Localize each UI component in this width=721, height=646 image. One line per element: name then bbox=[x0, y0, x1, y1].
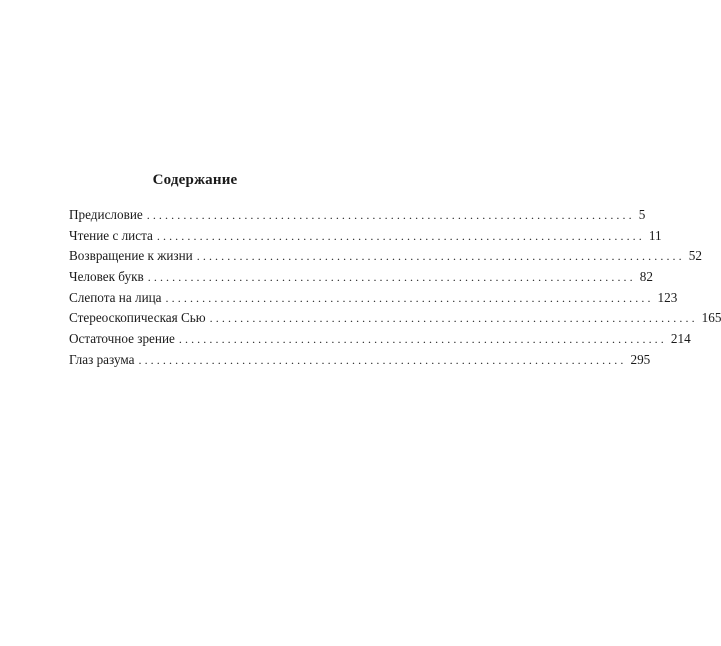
toc-entry bbox=[69, 246, 702, 267]
toc-entry bbox=[69, 350, 651, 371]
toc-entry-title: Глаз разума bbox=[69, 351, 135, 367]
dot-leader: ................................................................................ bbox=[146, 208, 635, 222]
toc-entry-page: 295 bbox=[630, 351, 651, 367]
dot-leader: ................................................................................ bbox=[138, 352, 627, 367]
toc-entry-page: 165 bbox=[701, 310, 721, 326]
toc-entry-page: 5 bbox=[638, 207, 646, 222]
toc-entry-page: 11 bbox=[648, 227, 662, 243]
toc-entry-title: Возвращение к жизни bbox=[69, 248, 193, 264]
toc-entry-title: Предисловие bbox=[69, 207, 143, 222]
toc-entry-title: Чтение с листа bbox=[69, 227, 153, 243]
dot-leader: ................................................................................ bbox=[156, 228, 645, 243]
toc-entry-page: 82 bbox=[639, 269, 653, 285]
toc-entry-page: 123 bbox=[657, 289, 678, 305]
toc-entry-title: Остаточное зрение bbox=[69, 331, 175, 347]
table-of-contents bbox=[69, 205, 721, 371]
dot-leader: ................................................................................ bbox=[178, 332, 667, 347]
toc-entry-page: 52 bbox=[688, 248, 702, 264]
toc-entry bbox=[69, 329, 691, 350]
toc-entry bbox=[69, 288, 678, 309]
toc-entry bbox=[69, 226, 662, 247]
dot-leader: ................................................................................ bbox=[165, 290, 654, 305]
toc-entry-title: Слепота на лица bbox=[69, 289, 162, 305]
toc-entry-title: Стереоскопическая Сью bbox=[69, 310, 206, 326]
toc-entry bbox=[69, 267, 653, 288]
toc-entry-page: 214 bbox=[670, 331, 691, 347]
dot-leader: ................................................................................ bbox=[209, 311, 698, 326]
dot-leader: ................................................................................ bbox=[196, 249, 685, 264]
toc-entry bbox=[69, 308, 721, 329]
dot-leader: ................................................................................ bbox=[147, 270, 636, 285]
toc-entry-title: Человек букв bbox=[69, 269, 144, 285]
toc-heading: Содержание bbox=[152, 172, 238, 188]
toc-entry bbox=[69, 205, 646, 226]
